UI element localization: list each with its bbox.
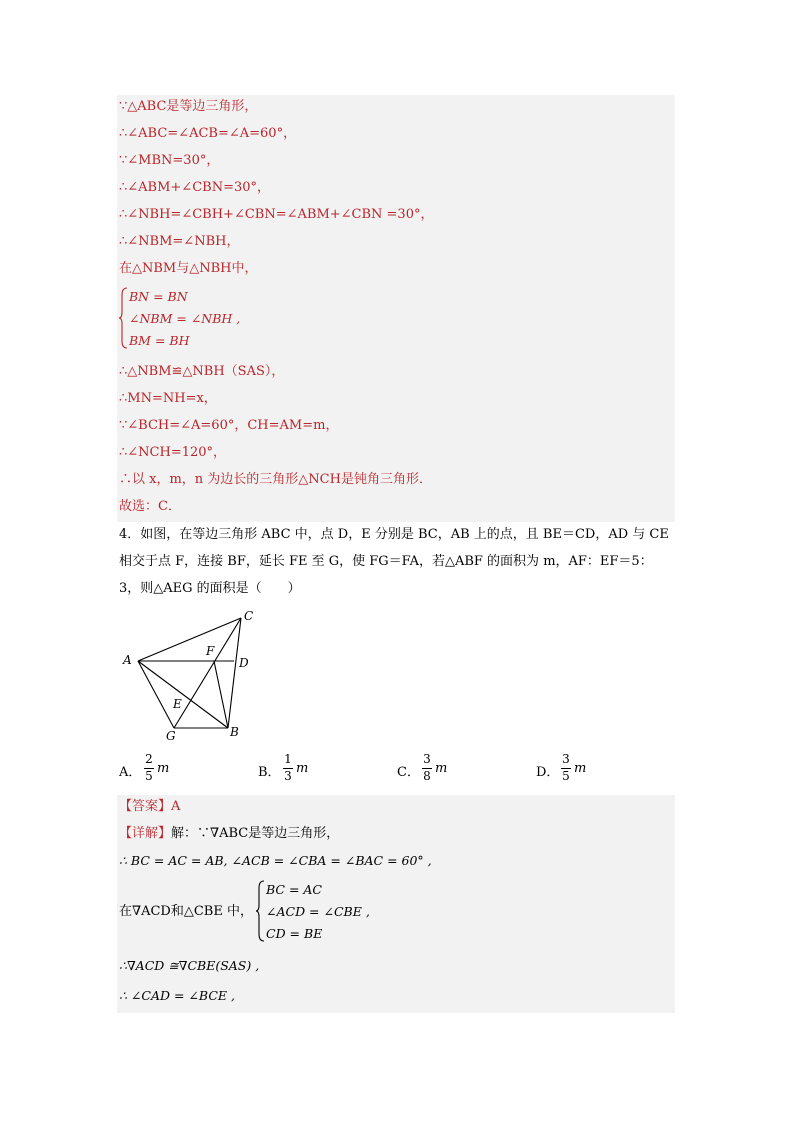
question-line: 4．如图，在等边三角形 ABC 中，点 D，E 分别是 BC，AB 上的点，且 BE＝CD，AD 与 CE [119, 527, 669, 542]
segment-AG [138, 661, 174, 728]
choice-variable: m [435, 761, 448, 776]
system-line: ∠ACD = ∠CBE , [266, 904, 370, 919]
fraction-numerator: 1 [284, 752, 292, 766]
solution-line: ∴∠NCH=120°， [119, 445, 227, 460]
fraction-numerator: 2 [145, 752, 153, 766]
label-F: F [206, 644, 215, 658]
fraction-numerator: 3 [562, 752, 570, 766]
solution-line: ∴∠NBM=∠NBH， [119, 234, 240, 249]
detail-label: 【详解】 [119, 826, 172, 841]
choice-variable: m [574, 761, 587, 776]
choice-d[interactable] [536, 752, 596, 788]
choice-letter: D． [536, 765, 560, 780]
equation-system [256, 880, 416, 944]
fraction-denominator: 5 [145, 769, 153, 783]
fraction-denominator: 5 [562, 769, 570, 783]
system-line: CD = BE [266, 926, 323, 941]
solution-line: 故选：C． [119, 499, 181, 514]
segment-AB [138, 661, 228, 728]
geometry-figure [118, 606, 268, 746]
label-D: D [239, 656, 249, 670]
segment-CB [228, 618, 241, 728]
label-C: C [244, 609, 254, 623]
choice-letter: A． [119, 765, 142, 780]
choice-variable: m [157, 761, 170, 776]
answer-line: ∴ ∠CAD = ∠BCE , [119, 988, 235, 1003]
fraction-denominator: 8 [423, 769, 431, 783]
segment-AC [138, 618, 241, 661]
detail-text: 解：∵∇ABC是等边三角形， [171, 826, 340, 841]
solution-line: ∵∠MBN=30°， [119, 153, 220, 168]
question-line: 相交于点 F，连接 BF，延长 FE 至 G，使 FG＝FA，若△ABF 的面积为 m，AF：EF＝5： [119, 554, 653, 569]
equation-system [119, 287, 319, 351]
solution-line: ∵∠BCH=∠A=60°，CH=AM=m， [119, 418, 339, 433]
solution-line: ∵△ABC是等边三角形， [119, 99, 258, 114]
label-B: B [230, 725, 239, 739]
system-line: BM = BH [129, 333, 190, 348]
segment-CG [174, 618, 241, 728]
question-line: 3，则△AEG 的面积是（ ） [119, 581, 301, 596]
solution-line: ∴∠ABC=∠ACB=∠A=60°， [119, 126, 297, 141]
solution-line: ∴MN=NH=x， [119, 391, 217, 406]
choice-c[interactable] [397, 752, 457, 788]
label-A: A [123, 653, 132, 667]
solution-line: ∴∠NBH=∠CBH+∠CBN=∠ABM+∠CBN =30°， [119, 207, 434, 222]
solution-line: 在△NBM与△NBH中， [119, 261, 258, 276]
choice-letter: B． [258, 765, 281, 780]
brace-icon [256, 880, 266, 942]
segment-FB [214, 661, 228, 728]
label-E: E [173, 697, 182, 711]
brace-icon [119, 287, 129, 349]
label-G: G [166, 729, 176, 743]
choice-b[interactable] [258, 752, 318, 788]
solution-line: ∴∠ABM+∠CBN=30°， [119, 180, 271, 195]
fraction-denominator: 3 [284, 769, 292, 783]
choice-letter: C． [397, 765, 420, 780]
system-line: ∠NBM = ∠NBH , [129, 311, 241, 326]
system-line: BC = AC [266, 882, 322, 897]
system-line: BN = BN [129, 289, 188, 304]
choice-a[interactable] [119, 752, 179, 788]
answer-line: ∴∇ACD ≅∇CBE(SAS) , [119, 958, 260, 973]
choice-variable: m [296, 761, 309, 776]
solution-line: ∴△NBM≌△NBH（SAS）， [119, 364, 285, 379]
detail-line [119, 826, 339, 842]
fraction-numerator: 3 [423, 752, 431, 766]
answer-line: 在∇ACD和△CBE 中， [119, 904, 253, 919]
solution-line: ∴以 x，m，n 为边长的三角形△NCH是钝角三角形． [119, 472, 432, 487]
answer-line: ∴ BC = AC = AB, ∠ACB = ∠CBA = ∠BAC = 60° , [119, 853, 432, 868]
answer-label: 【答案】A [119, 799, 181, 814]
